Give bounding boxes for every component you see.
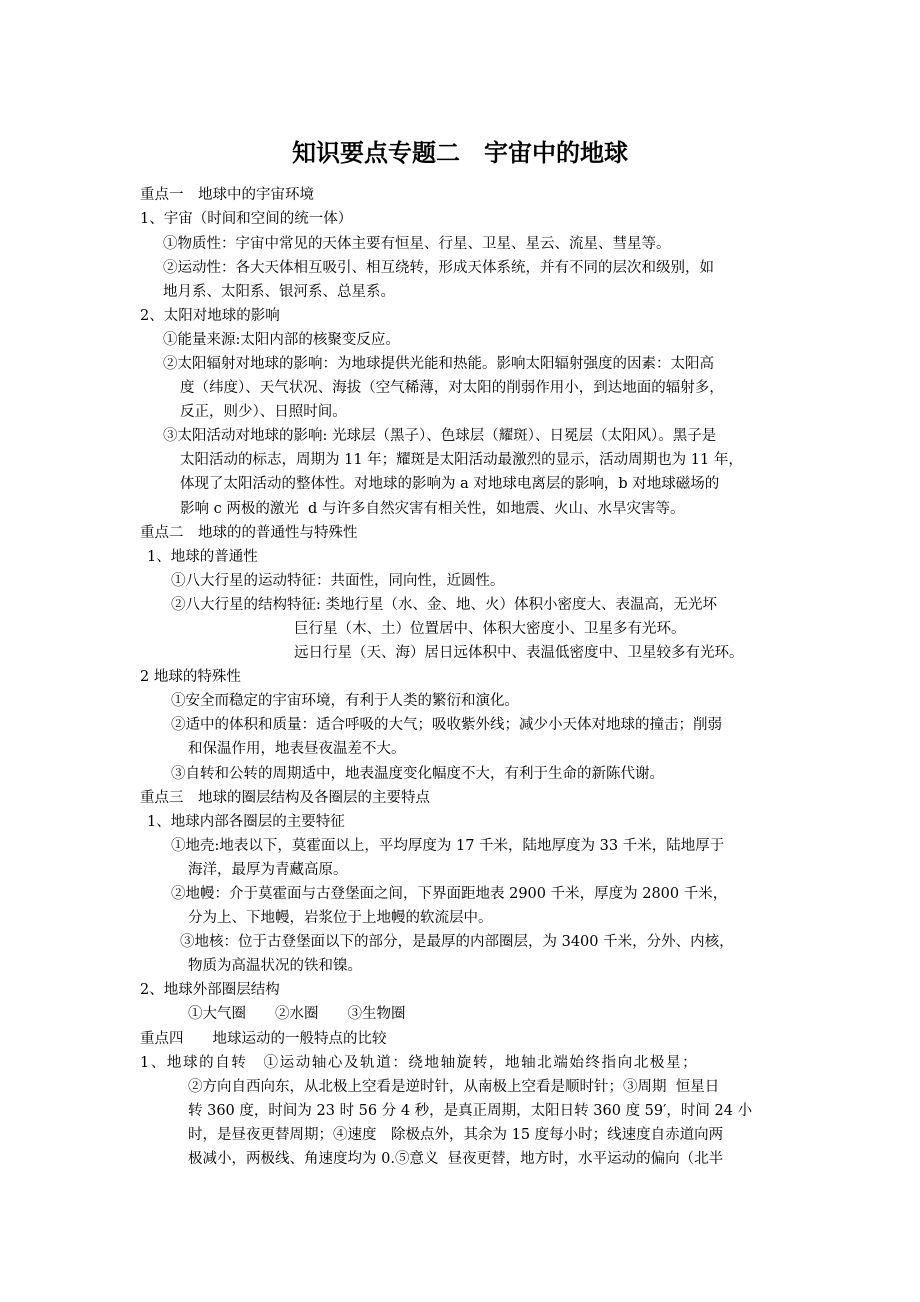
- text-line: 太阳活动的标志，周期为 11 年；耀斑是太阳活动最激烈的显示，活动周期也为 11 年，: [180, 452, 743, 468]
- subsection-heading: 1、宇宙（时间和空间的统一体）: [140, 211, 353, 227]
- text-line: 和保温作用，地表昼夜温差不大。: [188, 741, 406, 757]
- text-line: ③地核：位于古登堡面以下的部分，是最厚的内部圈层，为 3400 千米，分外、内核，: [180, 934, 734, 950]
- text-line: ①安全而稳定的宇宙环境，有利于人类的繁衍和演化。: [171, 693, 519, 709]
- text-line: ①地壳:地表以下，莫霍面以上，平均厚度为 17 千米，陆地厚度为 33 千米，陆地厚于: [171, 838, 725, 854]
- text-line: 物质为高温状况的铁和镍。: [188, 958, 362, 974]
- text-line: ①物质性：宇宙中常见的天体主要有恒星、行星、卫星、星云、流星、彗星等。: [163, 236, 671, 252]
- section-heading: 重点四 地球运动的一般特点的比较: [140, 1031, 387, 1047]
- text-line: ②运动性：各大天体相互吸引、相互绕转，形成天体系统，并有不同的层次和级别，如: [163, 260, 714, 276]
- text-line: ③自转和公转的周期适中，地表温度变化幅度不大，有利于生命的新陈代谢。: [171, 766, 664, 782]
- subsection-heading: 1、地球的普通性: [147, 549, 258, 565]
- text-line: ②适中的体积和质量：适合呼吸的大气；吸收紫外线；减少小天体对地球的撞击；削弱: [171, 717, 722, 733]
- text-line: ①八大行星的运动特征：共面性，同向性，近圆性。: [171, 573, 505, 589]
- text-line: 1、地球的自转 ①运动轴心及轨道：绕地轴旋转，地轴北端始终指向北极星；: [140, 1055, 699, 1071]
- text-line: 体现了太阳活动的整体性。对地球的影响为 a 对地球电离层的影响，b 对地球磁场的: [180, 476, 720, 492]
- subsection-heading: 2、太阳对地球的影响: [140, 308, 280, 324]
- text-line: 分为上、下地幔，岩浆位于上地幔的软流层中。: [188, 910, 493, 926]
- text-line: ①能量来源:太阳内部的核聚变反应。: [163, 332, 400, 348]
- text-line: ①大气圈 ②水圈 ③生物圈: [188, 1006, 406, 1022]
- text-line: 影响 c 两极的激光 d 与许多自然灾害有相关性，如地震、火山、水旱灾害等。: [180, 501, 685, 517]
- text-line: 远日行星（天、海）居日远体积中、表温低密度中、卫星较多有光环。: [294, 645, 744, 661]
- subsection-heading: 1、地球内部各圈层的主要特征: [147, 814, 345, 830]
- text-line: 地月系、太阳系、银河系、总星系。: [163, 284, 395, 300]
- text-line: ②太阳辐射对地球的影响：为地球提供光能和热能。影响太阳辐射强度的因素：太阳高: [163, 356, 714, 372]
- text-line: ②八大行星的结构特征: 类地行星（水、金、地、火）体积小密度大、表温高，无光坏: [171, 597, 717, 613]
- text-line: 反正，则少）、日照时间。: [180, 404, 347, 420]
- text-line: 转 360 度，时间为 23 时 56 分 4 秒，是真正周期，太阳日转 360 度 59′，时间 24 小: [188, 1103, 753, 1119]
- section-heading: 重点一 地球中的宇宙环境: [140, 187, 314, 203]
- text-line: 时，是昼夜更替周期；④速度 除极点外，其余为 15 度每小时；线速度自赤道向两: [188, 1127, 724, 1143]
- text-line: 巨行星（木、土）位置居中、体积大密度小、卫星多有光环。: [294, 621, 686, 637]
- subsection-heading: 2 地球的特殊性: [140, 669, 241, 685]
- text-line: 海洋，最厚为青藏高原。: [188, 862, 348, 878]
- document-title: 知识要点专题二 宇宙中的地球: [292, 139, 628, 167]
- text-line: 度（纬度）、天气状况、海拔（空气稀薄，对太阳的削弱作用小，到达地面的辐射多，: [180, 380, 724, 396]
- text-line: ②方向自西向东，从北极上空看是逆时针，从南极上空看是顺时针；③周期 恒星日: [188, 1079, 720, 1095]
- text-line: ③太阳活动对地球的影响: 光球层（黑子）、色球层（耀斑）、日冕层（太阳风）。黑子是: [163, 428, 717, 444]
- text-line: ②地幔：介于莫霍面与古登堡面之间，下界面距地表 2900 千米，厚度为 2800 千米，: [171, 886, 728, 902]
- subsection-heading: 2、地球外部圈层结构: [140, 982, 280, 998]
- section-heading: 重点二 地球的的普通性与特殊性: [140, 525, 358, 541]
- section-heading: 重点三 地球的圈层结构及各圈层的主要特点: [140, 790, 430, 806]
- text-line: 极减小，两极线、角速度均为 0.⑤意义 昼夜更替，地方时，水平运动的偏向（北半: [188, 1151, 724, 1167]
